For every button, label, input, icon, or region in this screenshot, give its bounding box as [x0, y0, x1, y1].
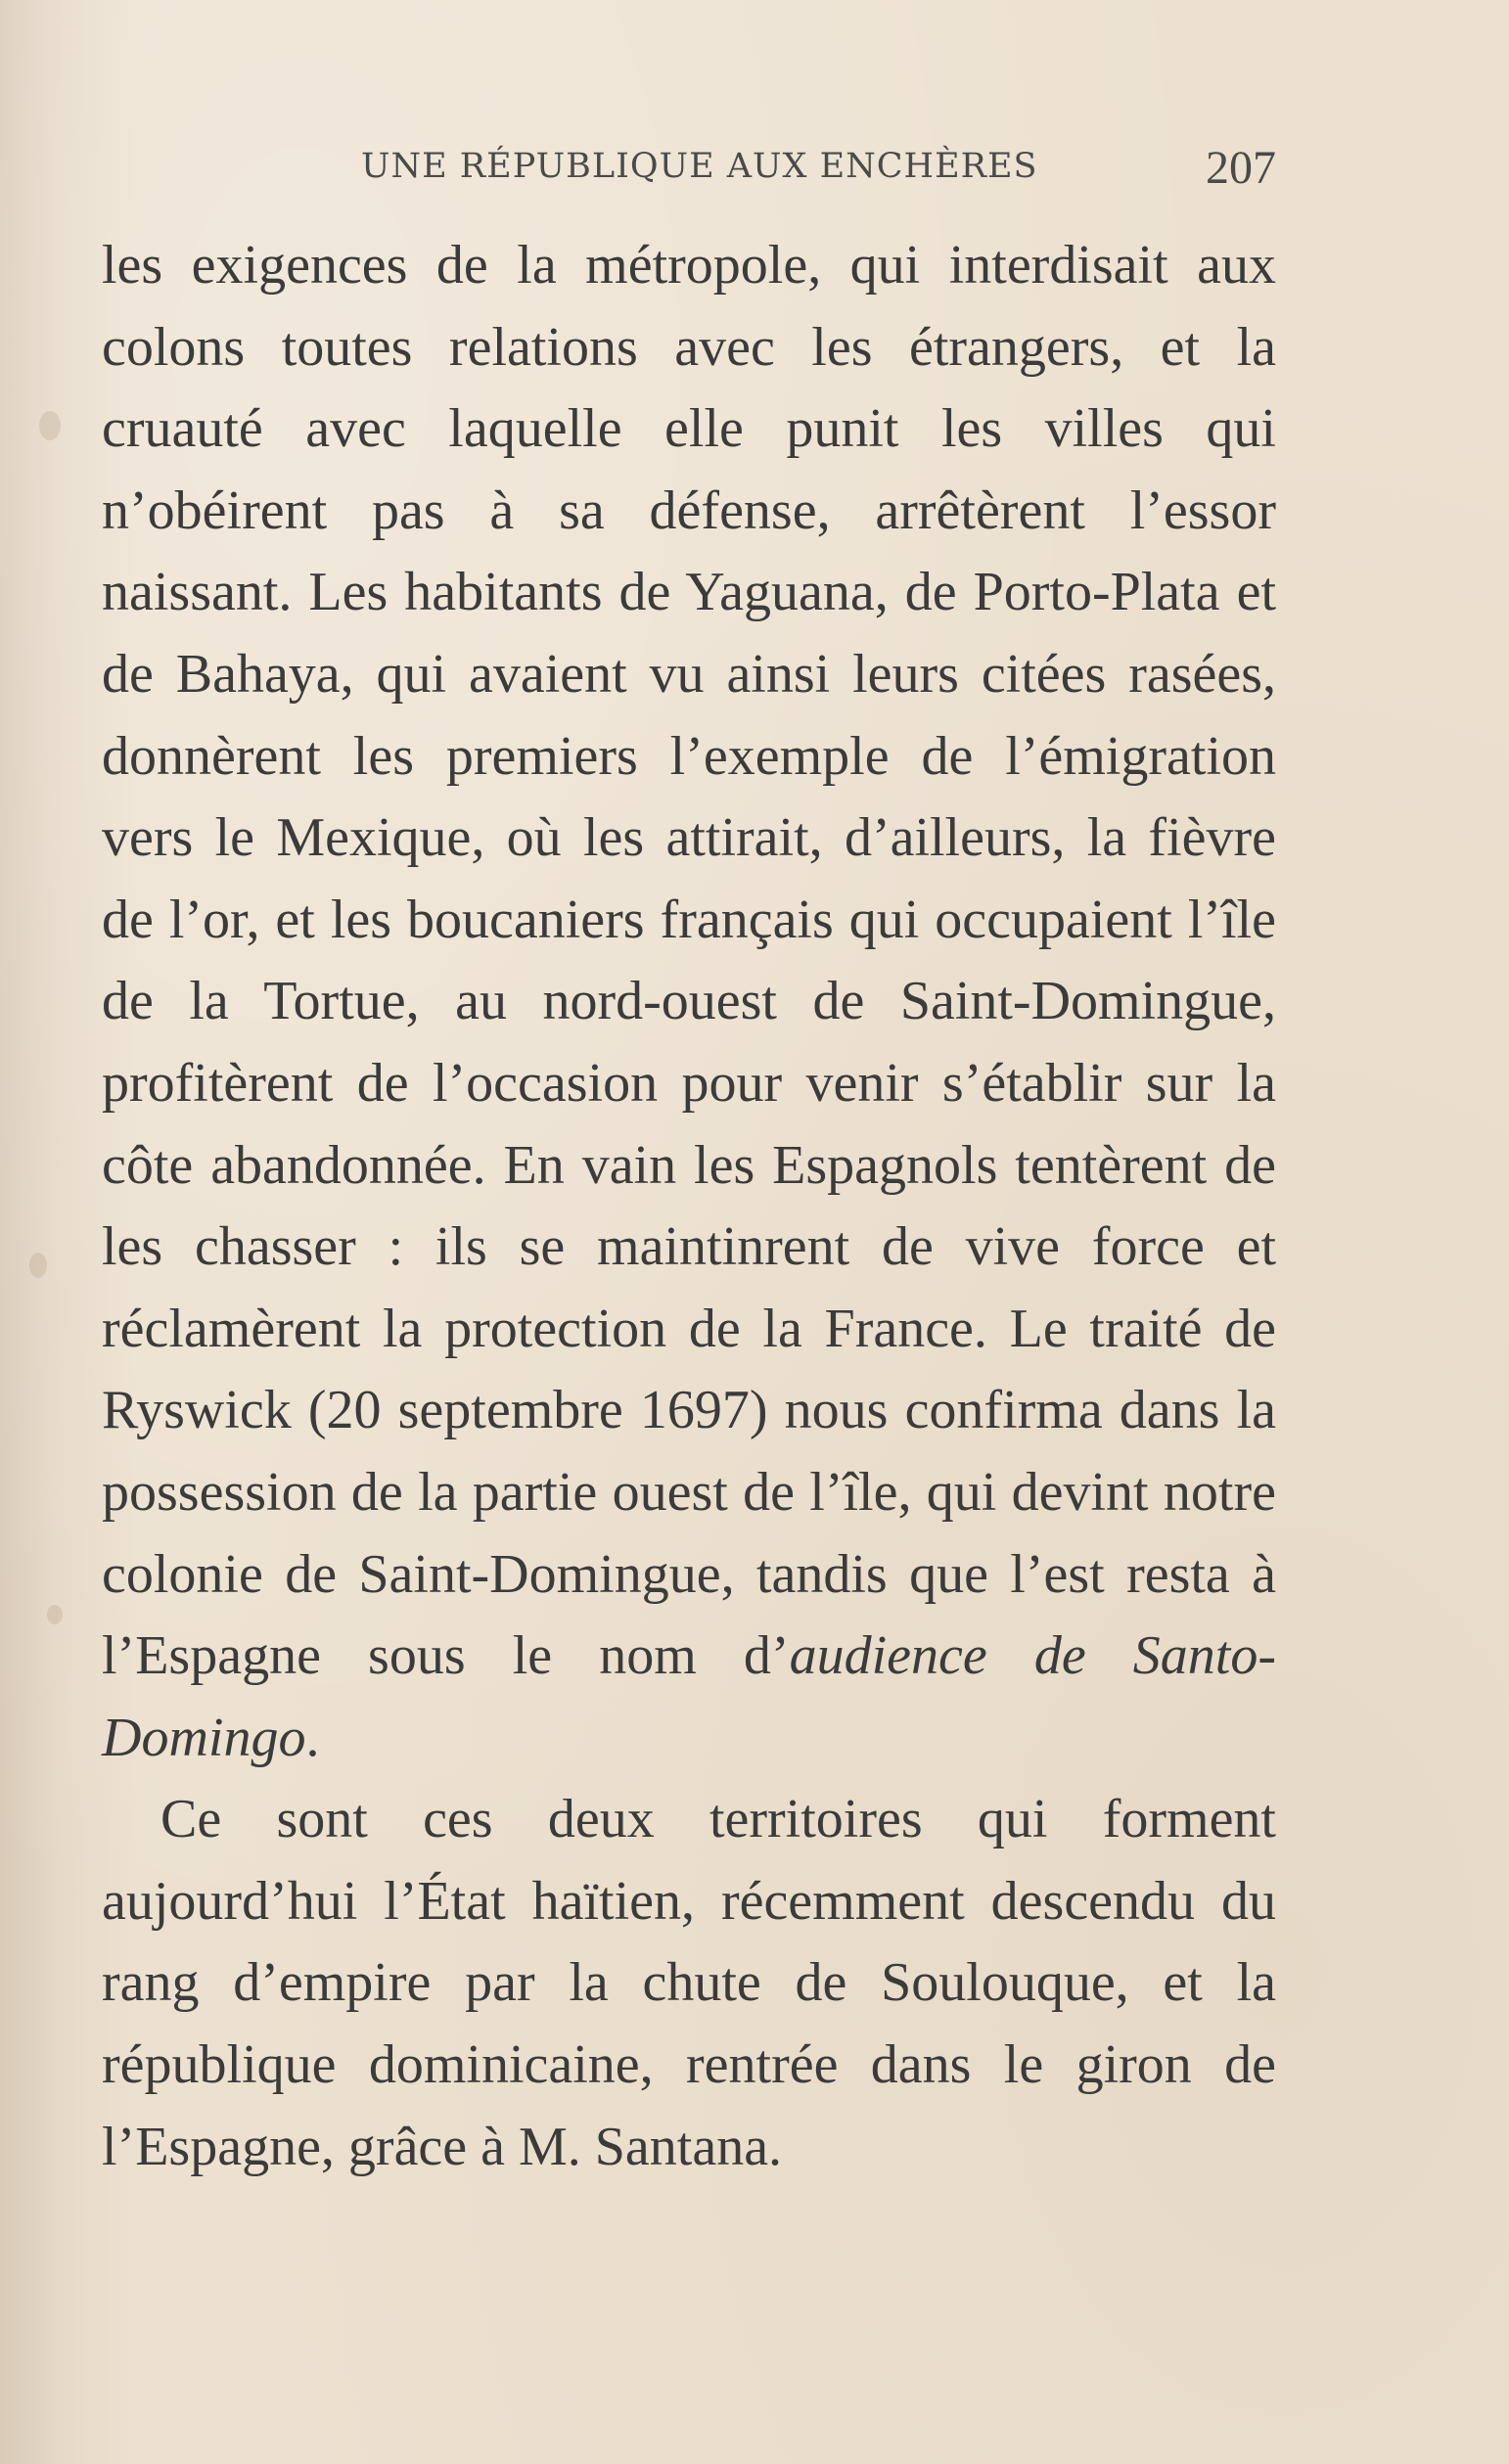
- paragraph-1-end: .: [305, 1707, 320, 1768]
- paragraph-1-italic-term: audience de Santo-Domingo: [102, 1625, 1277, 1768]
- paper-stain: [47, 1605, 63, 1624]
- body-text: [102, 225, 1276, 2188]
- paragraph-1-text: les exigences de la métropole, qui interdisait aux colons toutes relations avec les étrangers, et la cruauté avec laquelle elle punit les villes qui n’obéirent pas à sa défense, arrêtèrent l’essor naissant. Les habitants de Yaguana, de Porto-Plata et de Bahaya, qui avaient vu ainsi leurs citées rasées, donnèrent les premiers l’exemple de l’émigration vers le Mexique, où les attirait, d’ailleurs, la fièvre de l’or, et les boucaniers français qui occupaient l’île de la Tortue, au nord-ouest de Saint-Domingue, profitèrent de l’occasion pour venir s’établir sur la côte abandonnée. En vain les Espagnols tentèrent de les chasser : ils se maintinrent de vive force et réclamèrent la protection de la France. Le traité de Ryswick (20 septembre 1697) nous confirma dans la possession de la partie ouest de l’île, qui devint notre colonie de Saint-Domingue, tandis que l’est resta à l’Espagne sous le nom d’: [102, 235, 1276, 1687]
- paper-stain: [29, 1253, 47, 1278]
- paragraph-2: Ce sont ces deux territoires qui forment aujourd’hui l’État haïtien, récemment descendu du rang d’empire par la chute de Soulouque, et la république dominicaine, rentrée dans le giron de l’Espagne, grâce à M. Santana.: [102, 1789, 1276, 2177]
- page-header: [102, 137, 1276, 196]
- running-title: UNE RÉPUBLIQUE AUX ENCHÈRES: [361, 147, 1038, 186]
- page-number: 207: [1206, 142, 1276, 194]
- paper-stain: [39, 411, 61, 440]
- paragraph-1: [102, 225, 1276, 1779]
